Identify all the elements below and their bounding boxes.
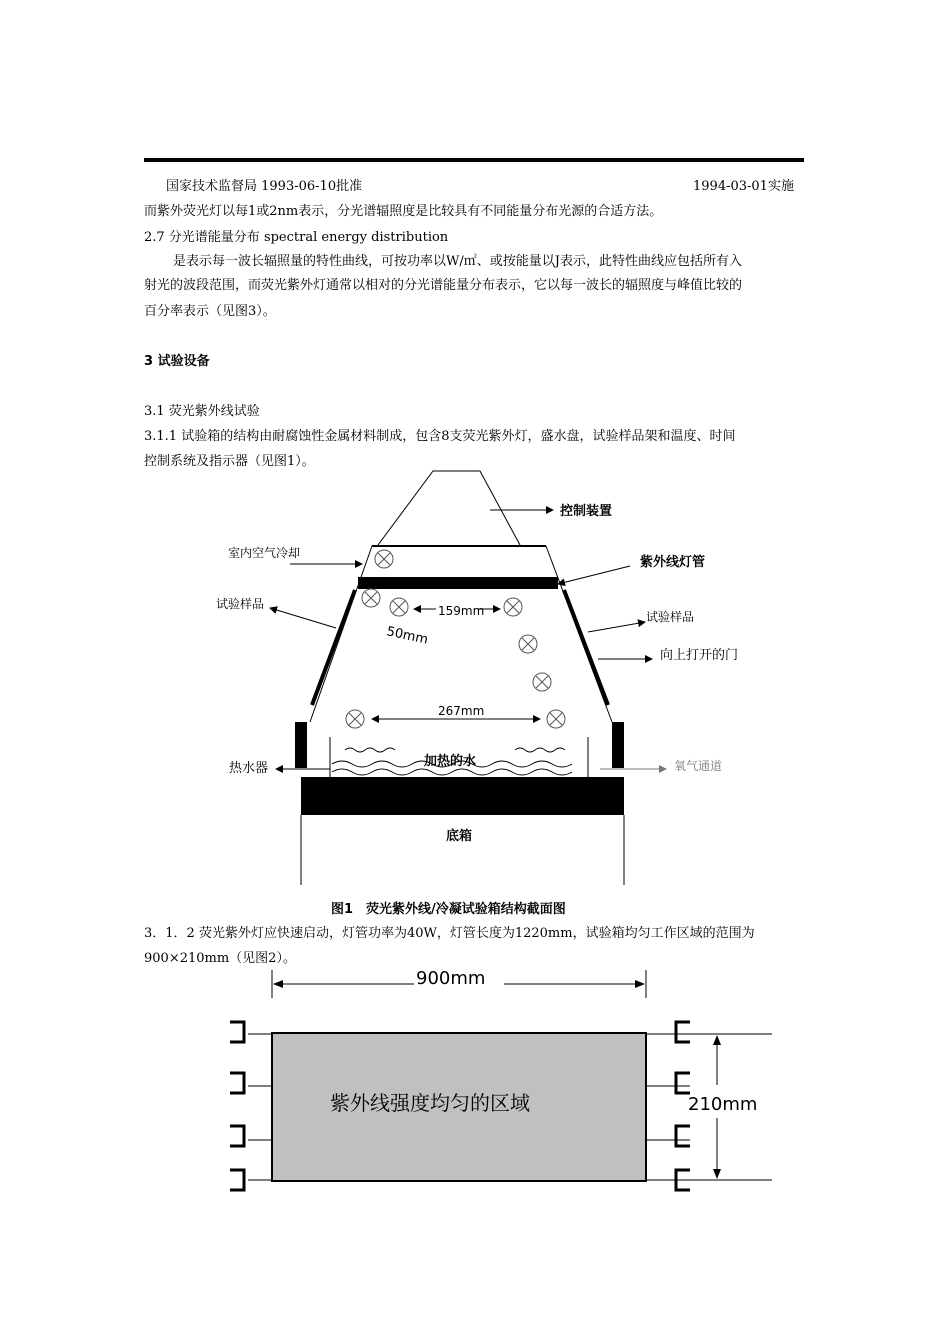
section-3-1-heading: 3.1 荧光紫外线试验 xyxy=(144,404,260,419)
lamp-bar xyxy=(358,577,558,589)
paragraph-2-7-line2: 射光的波段范围，而荧光紫外灯通常以相对的分光谱能量分布表示，它以每一波长的辐照度与峰值比较的 xyxy=(144,278,743,293)
label-sample-right: 试验样品 xyxy=(646,610,695,624)
label-control: 控制装置 xyxy=(560,504,613,519)
label-oxygen: 氧气通道 xyxy=(674,759,723,773)
label-210mm: 210mm xyxy=(688,1094,758,1115)
implementation-date: 1994-03-01实施 xyxy=(693,179,794,194)
section-3-heading: 3 试验设备 xyxy=(144,354,210,369)
section-3-1-1-line2: 控制系统及指示器（见图1）。 xyxy=(144,454,315,469)
label-base: 底箱 xyxy=(446,829,473,844)
label-900mm: 900mm xyxy=(416,968,486,989)
header-rule xyxy=(144,158,804,162)
label-heater: 热水器 xyxy=(229,761,269,776)
label-door: 向上打开的门 xyxy=(660,648,739,663)
label-heated-water: 加热的水 xyxy=(424,754,477,769)
base-bar xyxy=(301,777,624,815)
label-uv-lamp: 紫外线灯管 xyxy=(640,555,706,570)
label-267mm: 267mm xyxy=(438,704,485,718)
section-2-7-heading: 2.7 分光谱能量分布 spectral energy distribution xyxy=(144,230,449,245)
paragraph-1: 而紫外荧光灯以每1或2nm表示，分光谱辐照度是比较具有不同能量分布光源的合适方法。 xyxy=(144,204,663,219)
figure-1-diagram xyxy=(0,460,950,900)
figure-2-diagram xyxy=(0,960,950,1210)
label-sample-left: 试验样品 xyxy=(216,597,265,611)
section-3-1-1-line1: 3.1.1 试验箱的结构由耐腐蚀性金属材料制成，包含8支荧光紫外灯，盛水盘，试验样品架和温度、时间 xyxy=(144,429,736,444)
label-50mm: 50mm xyxy=(385,624,430,648)
paragraph-2-7-line1: 是表示每一波长辐照量的特性曲线，可按功率以W/㎡、或按能量以J表示，此特性曲线应包括所有入 xyxy=(173,254,742,269)
label-uniform-area: 紫外线强度均匀的区域 xyxy=(330,1091,530,1115)
label-159mm: 159mm xyxy=(438,604,485,618)
figure-1-caption: 图1 荧光紫外线/冷凝试验箱结构截面图 xyxy=(331,902,566,917)
section-3-1-2-line2: 900×210mm（见图2）。 xyxy=(144,951,296,966)
paragraph-2-7-line3: 百分率表示（见图3）。 xyxy=(144,304,276,319)
label-indoor-air: 室内空气冷却 xyxy=(228,546,301,560)
control-unit-outline xyxy=(378,471,520,545)
approval-text: 国家技术监督局 1993-06-10批准 xyxy=(166,179,363,194)
section-3-1-2-line1: 3．1．2 荧光紫外灯应快速启动，灯管功率为40W，灯管长度为1220mm，试验箱均匀工作区域的范围为 xyxy=(144,926,755,941)
